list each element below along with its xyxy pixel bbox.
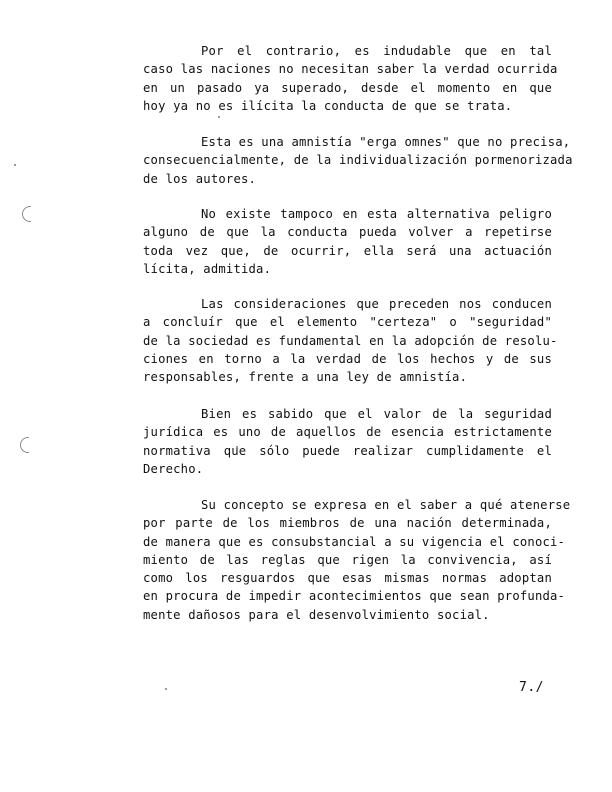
text-line: Esta es una amnistía "erga omnes" que no precisa,: [201, 135, 571, 149]
text-line: Por el contrario, es indudable que en tal: [201, 44, 552, 58]
text-line: miento de las reglas que rigen la convivencia, así: [143, 552, 552, 567]
text-line: ciones en torno a la verdad de los hechos y de sus: [143, 351, 552, 366]
scan-speck: [218, 116, 220, 118]
paragraph-1: [143, 42, 558, 115]
text-line: de manera que es consubstancial a su vigencia el conoci-: [143, 534, 566, 549]
text-line: normativa que sólo puede realizar cumplidamente el: [143, 443, 552, 458]
text-line: de los autores.: [143, 171, 257, 186]
text-line: alguno de que la conducta pueda volver a repetirse: [143, 225, 552, 240]
paragraph-2: [143, 133, 573, 188]
text-line: Derecho.: [143, 461, 204, 476]
page-number: 7./: [519, 680, 544, 695]
paragraph-4: [143, 295, 558, 386]
text-line: en procura de impedir acontecimientos que sean profunda-: [143, 589, 566, 604]
text-line: en un pasado ya superado, desde el momento en que: [143, 80, 552, 95]
text-line: Las consideraciones que preceden nos conducen: [201, 297, 552, 311]
binder-hole-mark: [22, 206, 31, 222]
text-line: toda vez que, de ocurrir, ella será una actuación: [143, 243, 552, 258]
text-line: consecuencialmente, de la individualización pormenorizada: [143, 153, 573, 168]
text-line: jurídica es uno de aquellos de esencia estrictamente: [143, 425, 552, 440]
text-line: de la sociedad es fundamental en la adopción de resolu-: [143, 333, 558, 348]
text-line: como los resguardos que esas mismas normas adoptan: [143, 571, 552, 586]
binder-hole-mark: [20, 437, 29, 453]
text-line: mente dañosos para el desenvolvimiento social.: [143, 607, 490, 622]
text-line: Bien es sabido que el valor de la seguridad: [201, 407, 552, 421]
paragraph-5: [143, 405, 552, 478]
scan-speck: [165, 688, 167, 690]
paragraph-3: [143, 205, 552, 278]
text-line: responsables, frente a una ley de amnistía.: [143, 370, 468, 385]
text-line: No existe tampoco en esta alternativa peligro: [201, 207, 552, 221]
text-line: por parte de los miembros de una nación determinada,: [143, 516, 552, 531]
text-line: lícita, admitida.: [143, 261, 272, 276]
text-line: a concluír que el elemento "certeza" o "seguridad": [143, 315, 552, 330]
scan-speck: [14, 164, 16, 166]
paragraph-6: [143, 496, 571, 624]
text-line: hoy ya no es ilícita la conducta de que se trata.: [143, 98, 513, 113]
text-line: caso las naciones no necesitan saber la verdad ocurrida: [143, 62, 558, 77]
text-line: Su concepto se expresa en el saber a qué atenerse: [201, 498, 571, 512]
